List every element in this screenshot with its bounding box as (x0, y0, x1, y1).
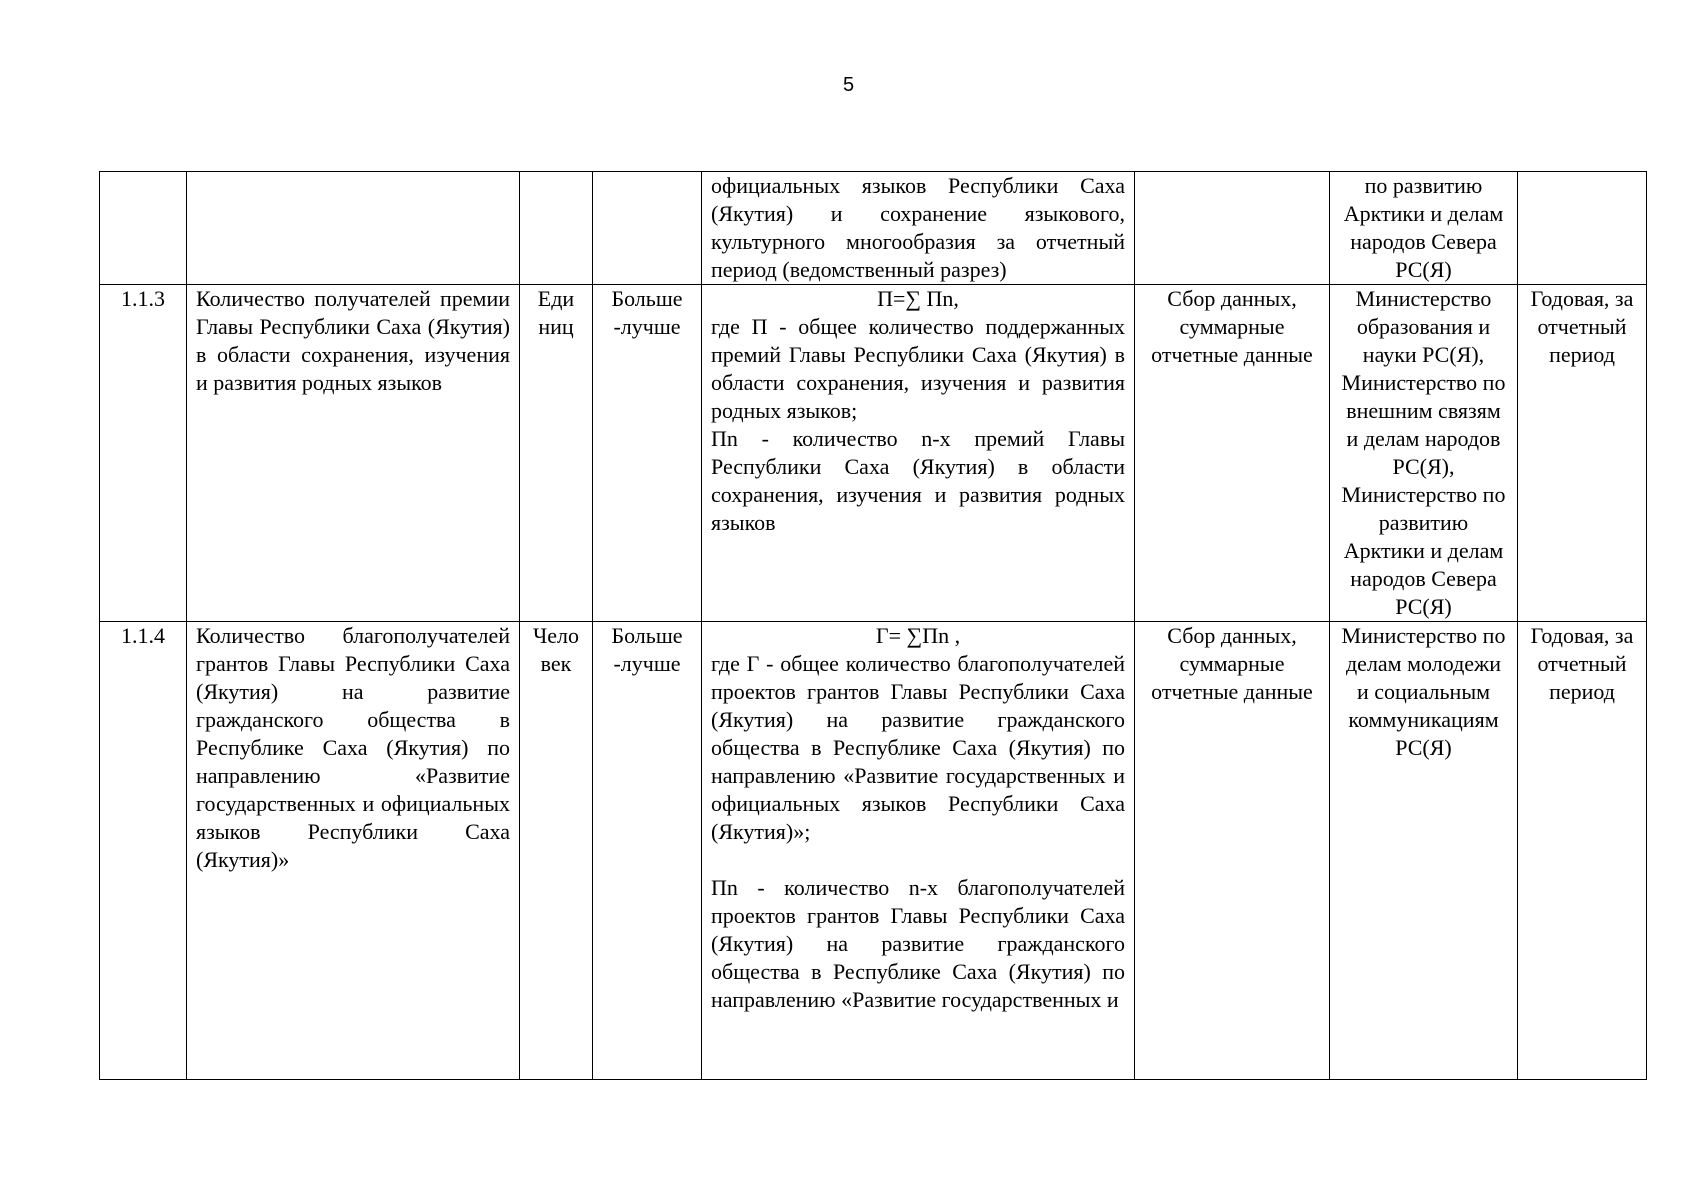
page-number: 5 (842, 74, 855, 96)
formula: П=∑ Пn, (877, 286, 959, 311)
table-row (100, 172, 1647, 285)
trend-cell: Больше -лучше (593, 622, 702, 1080)
responsible-cell: по развитию Арктики и делам народов Севера РС(Я) (1330, 172, 1518, 285)
method-cell (702, 622, 1135, 1080)
trend-cell (593, 172, 702, 285)
unit-cell: Еди ниц (520, 285, 593, 622)
row-number-cell (100, 172, 187, 285)
indicator-name-cell (187, 172, 520, 285)
method-paragraph: Пn - количество n-х премий Главы Республики Саха (Якутия) в области сохранения, изучения и развития родных языков (711, 426, 1125, 535)
responsible-cell: Министерство по делам молодежи и социальным коммуникациям РС(Я) (1330, 622, 1518, 1080)
period-cell: Годовая, за отчетный период (1518, 285, 1647, 622)
unit-cell (520, 172, 593, 285)
row-number-cell: 1.1.4 (100, 622, 187, 1080)
table-row (100, 285, 1647, 622)
indicators-table (99, 171, 1647, 1080)
indicator-name-cell: Количество получателей премии Главы Республики Саха (Якутия) в области сохранения, изучения и развития родных языков (187, 285, 520, 622)
method-paragraph: где Г - общее количество благополучателей проектов грантов Главы Республики Саха (Якутия) на развитие гражданского общества в Республике Саха (Якутия) по направлению «Развитие государственных и официальных языков Республики Саха (Якутия)»; (711, 651, 1125, 844)
source-cell: Сбор данных, суммарные отчетные данные (1135, 622, 1330, 1080)
method-paragraph: где П - общее количество поддержанных премий Главы Республики Саха (Якутия) в области сохранения, изучения и развития родных языков; (711, 314, 1125, 423)
period-cell: Годовая, за отчетный период (1518, 622, 1647, 1080)
source-cell (1135, 172, 1330, 285)
unit-cell: Чело век (520, 622, 593, 1080)
method-cell (702, 285, 1135, 622)
period-cell (1518, 172, 1647, 285)
responsible-cell: Министерство образования и науки РС(Я), Министерство по внешним связям и делам народов РС(Я), Министерство по развитию Арктики и делам народов Севера РС(Я) (1330, 285, 1518, 622)
row-number-cell: 1.1.3 (100, 285, 187, 622)
formula: Г= ∑Пn , (875, 623, 961, 648)
trend-cell: Больше -лучше (593, 285, 702, 622)
source-cell: Сбор данных, суммарные отчетные данные (1135, 285, 1330, 622)
method-cell: официальных языков Республики Саха (Якутия) и сохранение языкового, культурного многообразия за отчетный период (ведомственный разрез) (702, 172, 1135, 285)
indicator-name-cell: Количество благополучателей грантов Главы Республики Саха (Якутия) на развитие гражданского общества в Республике Саха (Якутия) по направлению «Развитие государственных и официальных языков Республики Саха (Якутия)» (187, 622, 520, 1080)
method-paragraph: Пn - количество n-х благополучателей проектов грантов Главы Республики Саха (Якутия) на развитие гражданского общества в Республике Саха (Якутия) по направлению «Развитие государственных и (711, 875, 1125, 1012)
table-row (100, 622, 1647, 1080)
